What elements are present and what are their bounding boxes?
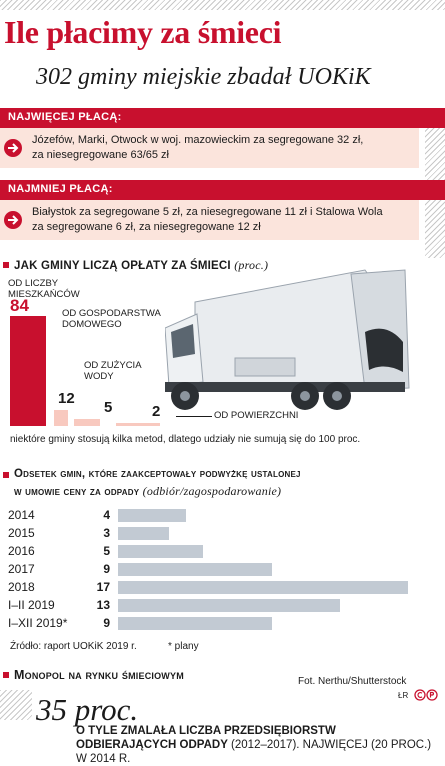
value-label: 4 xyxy=(103,508,110,522)
category-label: OD ZUŻYCIA WODY xyxy=(84,360,142,382)
bar-2015 xyxy=(118,527,169,540)
footnote: * plany xyxy=(168,641,199,652)
value-label: 13 xyxy=(96,598,110,612)
leader-line xyxy=(176,416,212,417)
section2-heading-line-1: Odsetek gmin, które zaakceptowały podwyżkę ustalonej xyxy=(14,468,301,480)
value-label: 9 xyxy=(103,562,110,576)
section3-heading: Monopol na rynku śmieciowym xyxy=(14,668,184,682)
bar-2018 xyxy=(118,581,408,594)
bar-i-xii-2019 xyxy=(118,617,272,630)
bar-od-zuzycia-wody xyxy=(74,419,100,426)
year-label: 2017 xyxy=(8,562,35,576)
year-label: 2014 xyxy=(8,508,35,522)
fee-method-chart xyxy=(0,270,300,430)
year-label: 2018 xyxy=(8,580,35,594)
bar-od-gospodarstwa-domowego xyxy=(54,410,68,426)
value-label: 5 xyxy=(104,399,113,417)
price-increase-chart xyxy=(0,504,445,634)
hatch-decoration-bottom xyxy=(0,690,32,720)
copyright-logo-icon xyxy=(414,688,438,700)
bar-2016 xyxy=(118,545,203,558)
value-label: 12 xyxy=(58,390,75,408)
category-label: OD GOSPODARSTWA DOMOWEGO xyxy=(62,308,161,330)
highest-line-1: Józefów, Marki, Otwock w woj. mazowieckim za segregowane 32 zł, xyxy=(32,134,364,146)
section-marker xyxy=(3,672,9,678)
highest-band xyxy=(0,108,445,128)
lowest-line-1: Białystok za segregowane 5 zł, za niesegregowane 11 zł i Stalowa Wola xyxy=(32,206,383,218)
section1-note: niektóre gminy stosują kilka metod, dlatego udziały nie sumują się do 100 proc. xyxy=(10,434,361,445)
hatch-decoration-top xyxy=(0,0,445,10)
section2-heading-line-2 xyxy=(14,484,281,499)
year-label: I–XII 2019* xyxy=(8,616,68,630)
bar-od-powierzchni xyxy=(116,423,160,426)
highest-label: NAJWIĘCEJ PŁACĄ: xyxy=(8,111,122,123)
highest-box xyxy=(0,128,419,168)
bar-2014 xyxy=(118,509,186,522)
bar-od-liczby-mieszkancow xyxy=(10,316,46,426)
page-title: Ile płacimy za śmieci xyxy=(4,14,282,50)
year-label: 2015 xyxy=(8,526,35,540)
monopoly-text-rest: (2012–2017). NAJWIĘCEJ (20 PROC.) W 2014 R. xyxy=(76,739,432,765)
page-subtitle: 302 gminy miejskie zbadał UOKiK xyxy=(36,64,371,90)
bar-i-ii-2019 xyxy=(118,599,340,612)
lowest-box xyxy=(0,200,419,240)
author-initials: ŁR xyxy=(398,691,409,700)
lowest-band xyxy=(0,180,445,200)
section2-heading-italic: (odbiór/zagospodarowanie) xyxy=(142,484,282,498)
source-note: Źródło: raport UOKiK 2019 r. xyxy=(10,641,137,652)
value-label: 17 xyxy=(96,580,110,594)
bar-2017 xyxy=(118,563,272,576)
category-label: OD LICZBY MIESZKAŃCÓW xyxy=(8,278,80,300)
value-label: 3 xyxy=(103,526,110,540)
value-label: 5 xyxy=(103,544,110,558)
big-value: 35 proc. xyxy=(36,692,139,727)
category-label: OD POWIERZCHNI xyxy=(214,410,299,421)
monopoly-text-bold: O TYLE ZMALAŁA LICZBA PRZEDSIĘBIORSTW ODBIERAJĄCYCH ODPADY xyxy=(76,725,336,751)
section1-unit: (proc.) xyxy=(234,258,269,272)
section2-heading-text: w umowie ceny za odpady xyxy=(14,486,140,498)
photo-credit: Fot. Nerthu/Shutterstock xyxy=(298,676,407,687)
year-label: I–II 2019 xyxy=(8,598,55,612)
value-label: 84 xyxy=(10,296,29,315)
value-label: 2 xyxy=(152,403,161,421)
lowest-line-2: za segregowane 6 zł, za niesegregowane 12 zł xyxy=(32,221,261,233)
section-marker xyxy=(3,472,9,478)
highest-line-2: za niesegregowane 63/65 zł xyxy=(32,149,169,161)
value-label: 9 xyxy=(103,616,110,630)
arrow-right-icon xyxy=(4,139,22,157)
year-label: 2016 xyxy=(8,544,35,558)
section-marker xyxy=(3,262,9,268)
lowest-label: NAJMNIEJ PŁACĄ: xyxy=(8,183,113,195)
section1-heading-text: JAK GMINY LICZĄ OPŁATY ZA ŚMIECI xyxy=(14,260,231,272)
arrow-right-icon xyxy=(4,211,22,229)
